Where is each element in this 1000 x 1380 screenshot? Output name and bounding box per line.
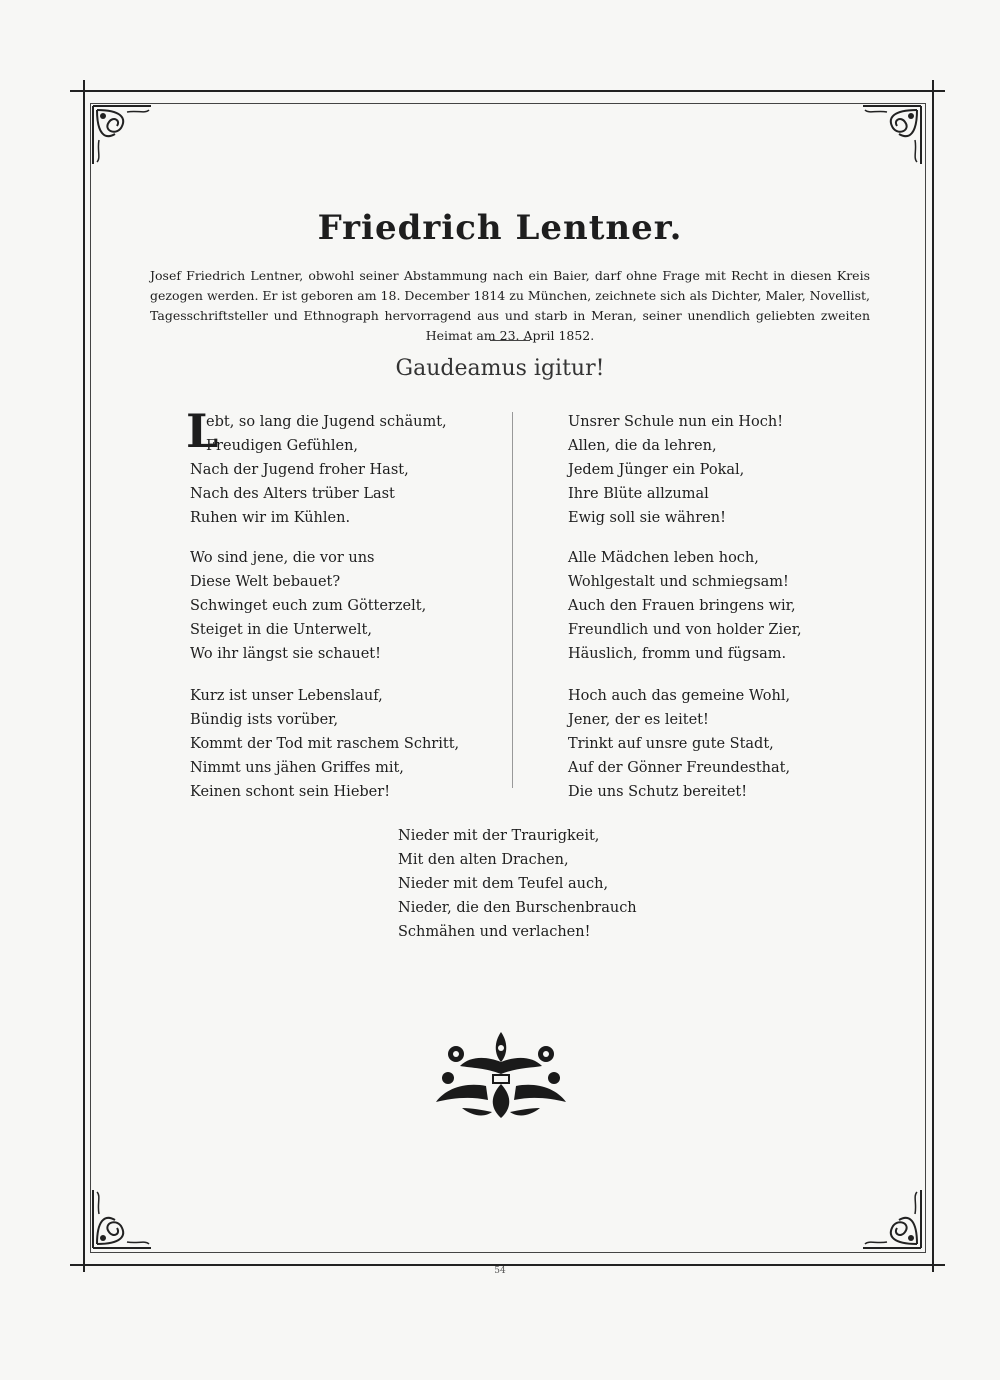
- poem-stanza-4: [568, 410, 783, 530]
- poem-line: Steiget in die Unterwelt,: [190, 622, 372, 638]
- poem-line: Nieder mit der Traurigkeit,: [398, 828, 600, 844]
- poem-stanza-3: [190, 684, 459, 804]
- scroll-corner-ornament-icon: [859, 1186, 923, 1250]
- poem-line: Kurz ist unser Lebenslauf,: [190, 688, 383, 704]
- poem-line: Nimmt uns jähen Griffes mit,: [190, 760, 404, 776]
- poem-line: Nieder, die den Burschenbrauch: [398, 900, 637, 916]
- floral-tailpiece-icon: [426, 1026, 576, 1122]
- poem-line: Wo ihr längst sie schauet!: [190, 646, 381, 662]
- poem-stanza-1: [190, 410, 447, 530]
- poem-line: Nach des Alters trüber Last: [190, 486, 395, 502]
- outer-frame-right: [932, 80, 934, 1272]
- poem-stanza-6: [568, 684, 790, 804]
- poem-line: Wohlgestalt und schmiegsam!: [568, 574, 789, 590]
- poem-line: Bündig ists vorüber,: [190, 712, 339, 728]
- poem-line: Diese Welt bebauet?: [190, 574, 341, 590]
- poem-line: Schmähen und verlachen!: [398, 924, 591, 940]
- poem-line: Ewig soll sie währen!: [568, 510, 726, 526]
- poem-stanza-7: [398, 824, 637, 944]
- poem-line: Hoch auch das gemeine Wohl,: [568, 688, 791, 704]
- poem-line: Jedem Jünger ein Pokal,: [568, 462, 745, 478]
- poem-line: Freundlich und von holder Zier,: [568, 622, 802, 638]
- poem-line: Jener, der es leitet!: [568, 712, 709, 728]
- poem-line: Keinen schont sein Hieber!: [190, 784, 391, 800]
- poem-line: Nieder mit dem Teufel auch,: [398, 876, 609, 892]
- poem-stanza-5: [568, 546, 802, 666]
- poem-line: Allen, die da lehren,: [568, 438, 717, 454]
- poem-line: Ihre Blüte allzumal: [568, 486, 709, 502]
- poem-line: Alle Mädchen leben hoch,: [568, 550, 759, 566]
- poem-line: Ruhen wir im Kühlen.: [190, 510, 351, 526]
- poem-line: Freudigen Gefühlen,: [206, 438, 359, 454]
- poem-line: Wo sind jene, die vor uns: [190, 550, 375, 566]
- poem-title: Gaudeamus igitur!: [395, 356, 605, 381]
- scroll-corner-ornament-icon: [91, 104, 155, 168]
- poem-line: Häuslich, fromm und fügsam.: [568, 646, 787, 662]
- poem-line: Nach der Jugend froher Hast,: [190, 462, 409, 478]
- outer-frame-left: [83, 80, 85, 1272]
- biography-paragraph: Josef Friedrich Lentner, obwohl seiner Abstammung nach ein Baier, darf ohne Frage mit Recht in diesen Kreis gezogen werden. Er ist geboren am 18. December 1814 zu München, zeichnete sich als Dichter, Maler, Novellist, Tagesschriftsteller und Ethnograph hervorragend aus und starb in Meran, seiner unendlich geliebten zweiten Heimat am 23. April 1852.: [150, 268, 870, 343]
- scroll-corner-ornament-icon: [91, 1186, 155, 1250]
- page-title: Friedrich Lentner.: [317, 208, 683, 248]
- poem-line: Auch den Frauen bringens wir,: [568, 598, 796, 614]
- poem-line: ebt, so lang die Jugend schäumt,: [206, 414, 447, 430]
- scroll-corner-ornament-icon: [859, 104, 923, 168]
- drop-cap: L: [186, 404, 219, 458]
- poem-line: Kommt der Tod mit raschem Schritt,: [190, 736, 460, 752]
- column-divider: [512, 412, 513, 788]
- page-number: 54: [494, 1266, 506, 1276]
- poem-line: Mit den alten Drachen,: [398, 852, 569, 868]
- poem-line: Auf der Gönner Freundesthat,: [568, 760, 791, 776]
- title-divider: [490, 340, 530, 341]
- poem-line: Schwinget euch zum Götterzelt,: [190, 598, 427, 614]
- poem-stanza-2: [190, 546, 426, 666]
- poem-line: Unsrer Schule nun ein Hoch!: [568, 414, 784, 430]
- poem-line: Die uns Schutz bereitet!: [568, 784, 748, 800]
- poem-line: Trinkt auf unsre gute Stadt,: [568, 736, 774, 752]
